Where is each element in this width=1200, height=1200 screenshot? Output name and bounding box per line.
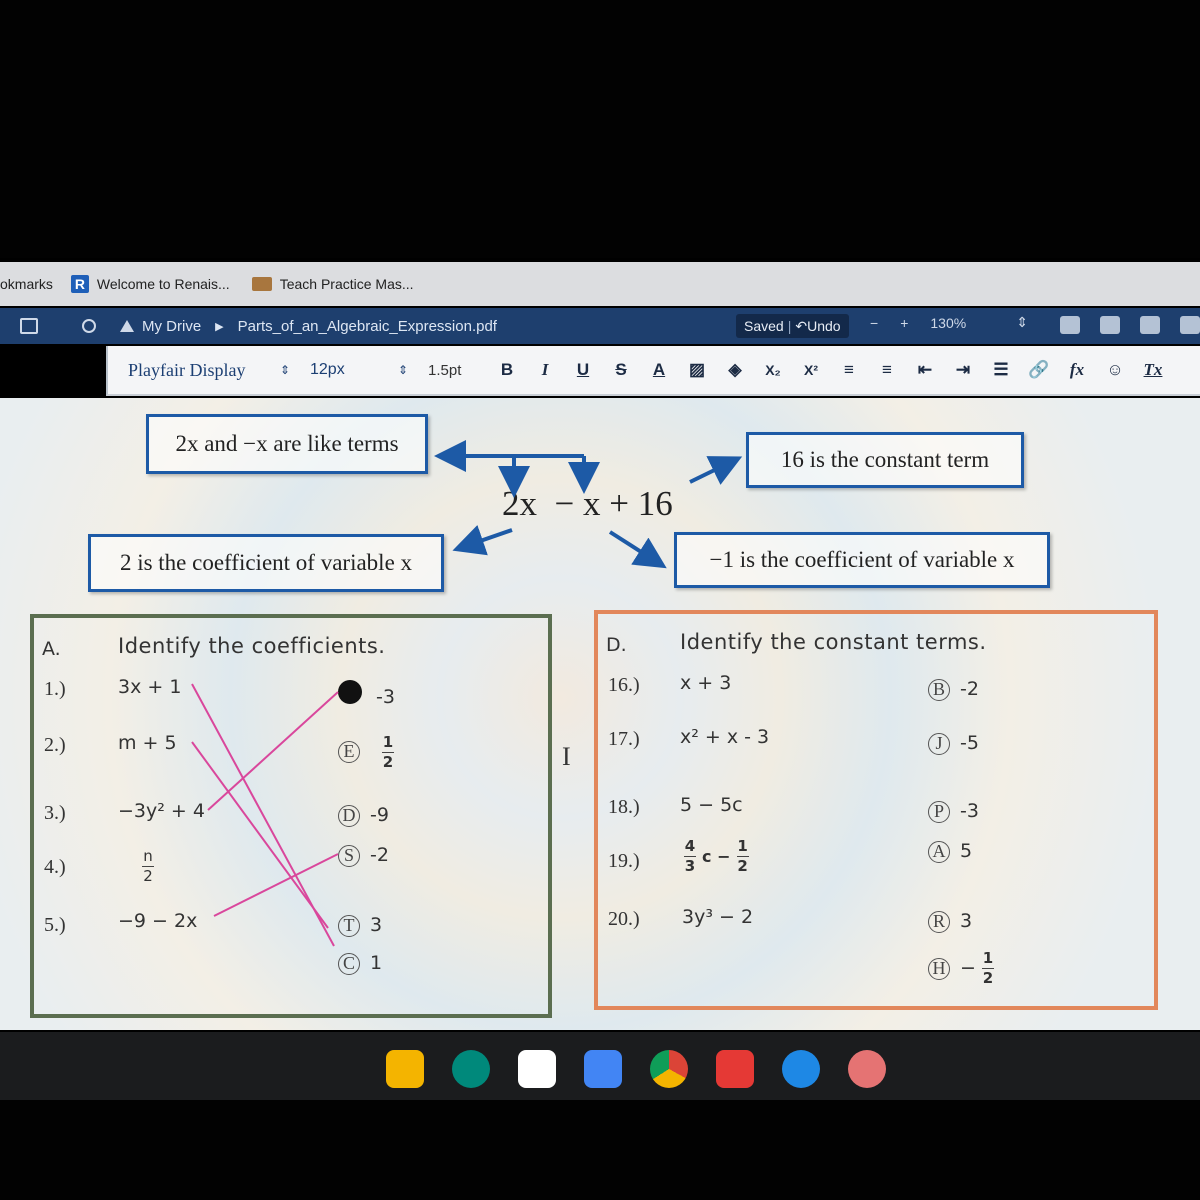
- breadcrumb-drive[interactable]: My Drive: [142, 317, 202, 335]
- answer-letter: S: [338, 845, 360, 867]
- answer-value: -5: [960, 732, 979, 754]
- undo-button[interactable]: Undo: [807, 318, 841, 334]
- italic-button[interactable]: I: [541, 360, 549, 379]
- youtube-icon[interactable]: [716, 1050, 754, 1088]
- teach-practice-icon: [252, 277, 272, 291]
- section-d-letter: D.: [606, 634, 627, 656]
- docs-icon[interactable]: [584, 1050, 622, 1088]
- fraction-numerator: 1: [737, 837, 748, 855]
- app-actions: [1060, 316, 1200, 334]
- numbered-list-icon[interactable]: ≡: [844, 360, 854, 379]
- row-expression: 3x + 1: [118, 676, 182, 698]
- bookmarks-label[interactable]: okmarks: [0, 276, 53, 292]
- saved-label: Saved: [744, 318, 784, 334]
- print-icon[interactable]: [1140, 316, 1160, 334]
- answer-fraction: [382, 734, 394, 771]
- bold-button[interactable]: B: [500, 360, 514, 379]
- font-size-spinner-icon[interactable]: ⇕: [398, 363, 409, 377]
- answer-r[interactable]: [928, 910, 972, 933]
- zoom-level[interactable]: 130%: [930, 314, 967, 331]
- indent-icon[interactable]: ⇥: [955, 360, 971, 379]
- answer-value: 1: [370, 952, 383, 974]
- answer-letter: T: [338, 915, 360, 937]
- bookmark-label: Welcome to Renais...: [96, 276, 230, 292]
- align-icon[interactable]: ☰: [993, 360, 1009, 379]
- outdent-icon[interactable]: ⇤: [917, 360, 933, 379]
- open-folder-icon[interactable]: [1060, 316, 1080, 334]
- row-number: 3.): [44, 802, 66, 824]
- bookmark-label: Teach Practice Mas...: [279, 276, 414, 292]
- bookmark-teach-practice[interactable]: [252, 276, 414, 292]
- section-a-title: Identify the coefficients.: [118, 634, 386, 658]
- screenshot-icon[interactable]: [848, 1050, 886, 1088]
- row-number: 1.): [44, 678, 66, 700]
- fraction-denominator: 2: [737, 857, 748, 875]
- text-cursor-icon: I: [562, 742, 571, 771]
- callout-text: 16 is the constant term: [780, 447, 990, 472]
- match-line-2: [192, 742, 328, 928]
- matching-lines: [180, 670, 360, 970]
- answer-letter: R: [928, 911, 950, 933]
- meet-icon[interactable]: [452, 1050, 490, 1088]
- bookmarks-bar: [0, 262, 1200, 306]
- bookmark-renaissance[interactable]: [71, 275, 230, 293]
- zoom-out-button[interactable]: −: [870, 314, 879, 331]
- fraction-numerator: 1: [382, 733, 394, 751]
- row-number: 4.): [44, 856, 66, 878]
- bullet-list-icon[interactable]: ≡: [882, 360, 892, 379]
- underline-button[interactable]: U: [576, 360, 590, 379]
- panel-constants: [594, 610, 1158, 1010]
- fraction-denominator: 2: [982, 969, 994, 987]
- fraction-numerator: 4: [684, 837, 696, 855]
- answer-h[interactable]: [928, 950, 994, 987]
- answer-b[interactable]: [928, 678, 979, 701]
- files-icon[interactable]: [782, 1050, 820, 1088]
- formula-button[interactable]: fx: [1069, 360, 1085, 379]
- text-color-button[interactable]: A: [652, 360, 666, 379]
- row-number: 20.): [608, 908, 640, 930]
- link-icon[interactable]: 🔗: [1028, 360, 1050, 379]
- section-a-letter: A.: [42, 638, 61, 660]
- row-expression: x + 3: [680, 672, 732, 694]
- file-name[interactable]: Parts_of_an_Algebraic_Expression.pdf: [237, 317, 497, 335]
- callout-text: 2 is the coefficient of variable x: [119, 550, 413, 575]
- chrome-icon[interactable]: [650, 1050, 688, 1088]
- renaissance-icon: R: [71, 275, 89, 293]
- arrow-coef-positive: [460, 530, 512, 548]
- answer-letter: D: [338, 805, 360, 827]
- row-expression: m + 5: [118, 732, 177, 754]
- fraction-numerator: 1: [982, 949, 994, 967]
- answer-value: -9: [370, 804, 389, 826]
- highlight-icon[interactable]: ▨: [688, 360, 706, 379]
- row-number: 18.): [608, 796, 640, 818]
- row-expression: −3y² + 4: [118, 800, 205, 822]
- answer-j[interactable]: [928, 732, 979, 755]
- answer-value: 3: [370, 914, 383, 936]
- answer-value: 3: [960, 910, 973, 932]
- answer-a[interactable]: [928, 840, 972, 863]
- subscript-button[interactable]: X₂: [765, 362, 781, 378]
- answer-p[interactable]: [928, 800, 979, 823]
- chevron-right-icon: ▶: [215, 320, 224, 333]
- answer-sign: −: [960, 957, 976, 979]
- row-number: 19.): [608, 850, 640, 872]
- row-number: 16.): [608, 674, 640, 696]
- font-family-spinner-icon[interactable]: ⇕: [280, 363, 291, 377]
- expression: 2x − x + 16: [502, 484, 673, 523]
- arrow-coef-negative: [610, 532, 660, 564]
- answer-letter: B: [928, 679, 950, 701]
- fraction-numerator: n: [143, 847, 153, 865]
- variable-term: c −: [702, 847, 731, 866]
- row-number: 2.): [44, 734, 66, 756]
- shelf-apps: [386, 1050, 914, 1088]
- gmail-icon[interactable]: [518, 1050, 556, 1088]
- row-number: 5.): [44, 914, 66, 936]
- answer-value: 5: [960, 840, 973, 862]
- app-bar: [0, 308, 1200, 344]
- answer-value: -3: [960, 800, 979, 822]
- answer-letter: J: [928, 733, 950, 755]
- strikethrough-button[interactable]: S: [615, 360, 627, 379]
- zoom-control: [870, 314, 1050, 331]
- paint-bucket-icon[interactable]: ◈: [728, 360, 742, 379]
- arrow-constant: [690, 460, 735, 482]
- fraction: [684, 838, 696, 875]
- fraction-denominator: 3: [684, 857, 696, 875]
- row-expression: 3y³ − 2: [682, 906, 754, 928]
- undo-icon[interactable]: ↶: [795, 317, 808, 334]
- save-icon[interactable]: [1180, 316, 1200, 334]
- zoom-in-button[interactable]: +: [900, 314, 909, 331]
- section-d-title: Identify the constant terms.: [680, 630, 987, 654]
- bezel-top: [0, 0, 1200, 258]
- search-icon[interactable]: [82, 319, 96, 333]
- answer-letter: C: [338, 953, 360, 975]
- callout-text: −1 is the coefficient of variable x: [709, 547, 1015, 572]
- row-fraction: [142, 848, 154, 885]
- answer-letter: E: [338, 741, 360, 763]
- google-drive-icon: [120, 320, 134, 332]
- superscript-button[interactable]: X²: [804, 362, 818, 378]
- row-expression: x² + x - 3: [680, 726, 770, 748]
- answer-value: -2: [370, 844, 389, 866]
- sidebar-toggle-icon[interactable]: [20, 318, 38, 334]
- answer-letter: A: [928, 841, 950, 863]
- font-family-select[interactable]: Playfair Display: [128, 359, 246, 380]
- saved-status: Saved | ↶ Undo: [736, 314, 849, 338]
- match-line-4: [214, 854, 338, 916]
- font-size-select[interactable]: 12px: [310, 361, 345, 378]
- format-toolbar: [106, 346, 1200, 396]
- fraction-denominator: 2: [143, 867, 153, 885]
- answer-fraction: [982, 950, 994, 987]
- answer-letter: P: [928, 801, 950, 823]
- zoom-dropdown-icon[interactable]: ⇕: [1016, 314, 1028, 330]
- answer-value: -2: [960, 678, 979, 700]
- line-height-select[interactable]: 1.5pt: [428, 361, 462, 379]
- diagram-arrows: [0, 398, 1200, 628]
- emoji-icon[interactable]: ☺: [1106, 360, 1124, 379]
- clear-format-button[interactable]: Tx: [1143, 360, 1163, 379]
- answer-value: -3: [376, 686, 395, 708]
- row-expression: −9 − 2x: [118, 910, 198, 932]
- share-icon[interactable]: [1100, 316, 1120, 334]
- callout-text: 2x and −x are like terms: [175, 431, 399, 456]
- row-number: 17.): [608, 728, 640, 750]
- fraction-denominator: 2: [382, 753, 394, 771]
- bezel-bottom: [0, 1100, 1200, 1200]
- fraction: [737, 838, 749, 875]
- answer-letter: H: [928, 958, 950, 980]
- row-mixed-expression: [684, 838, 749, 875]
- row-expression: 5 − 5c: [680, 794, 743, 816]
- classroom-icon[interactable]: [386, 1050, 424, 1088]
